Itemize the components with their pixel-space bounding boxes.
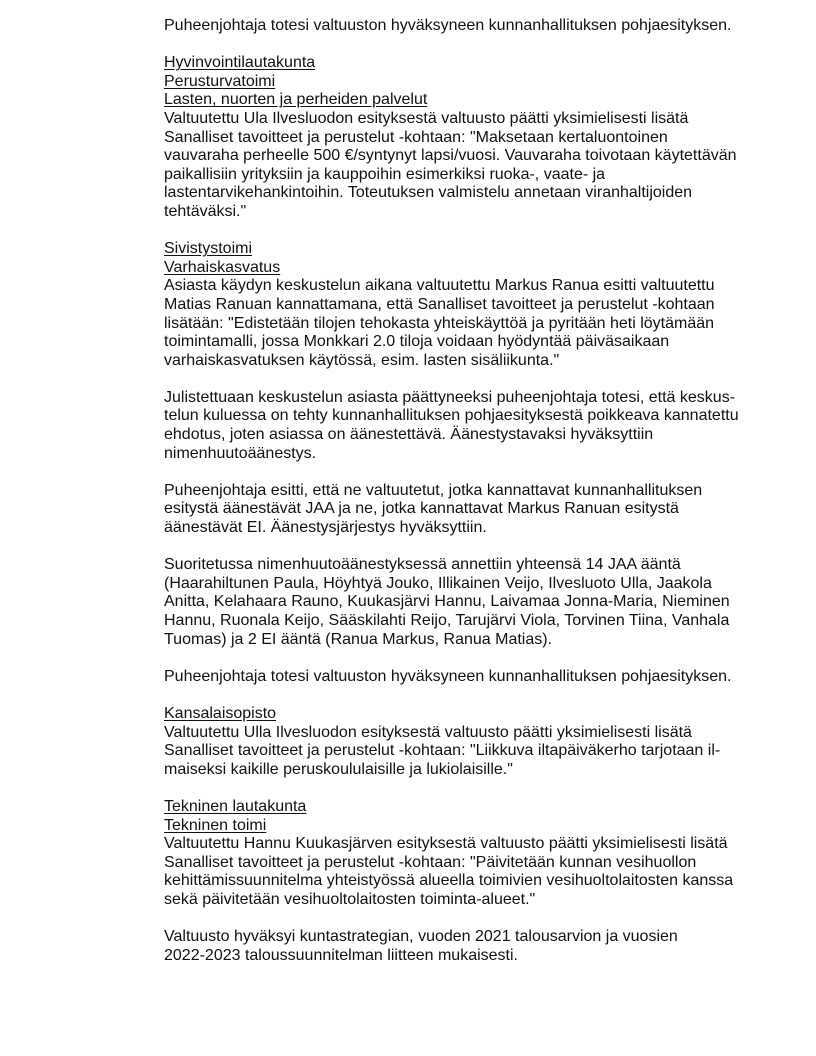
text-line: Valtuusto hyväksyi kuntastrategian, vuoden 2021 talousarvion ja vuosien xyxy=(164,928,678,946)
text-line: 2022-2023 taloussuunnitelman liitteen mukaisesti. xyxy=(164,946,518,964)
text-line: Julistettuaan keskustelun asiasta päättyneeksi puheenjohtaja totesi, että keskus- xyxy=(164,388,736,406)
text-line: kehittämissuunnitelma yhteistyössä alueella toimivien vesihuoltolaitosten kanssa xyxy=(164,872,734,890)
text-line: Sanalliset tavoitteet ja perustelut -kohtaan: "Päivitetään kunnan vesihuollon xyxy=(164,853,697,871)
section-heading: Sivistystoimi xyxy=(164,240,253,258)
paragraph xyxy=(164,705,784,779)
text-line: ehdotus, joten asiassa on äänestettävä. Äänestystavaksi hyväksyttiin xyxy=(164,426,654,444)
document-page xyxy=(164,17,784,984)
section-heading: Varhaiskasvatus xyxy=(164,258,281,276)
text-line: toimintamalli, jossa Monkkari 2.0 tiloja voidaan hyödyntää päiväsaikaan xyxy=(164,333,670,351)
section-heading: Perusturvatoimi xyxy=(164,72,276,90)
text-line: maiseksi kaikille peruskoululaisille ja lukiolaisille." xyxy=(164,760,513,778)
paragraph xyxy=(164,668,784,687)
text-line: Tuomas) ja 2 EI ääntä (Ranua Markus, Ranua Matias). xyxy=(164,630,553,648)
paragraph xyxy=(164,928,784,965)
text-line: Puheenjohtaja totesi valtuuston hyväksyneen kunnanhallituksen pohjaesityksen. xyxy=(164,17,732,34)
text-line: esitystä äänestävät JAA ja ne, jotka kannattavat Markus Ranuan esitystä xyxy=(164,500,679,518)
text-line: Puheenjohtaja esitti, että ne valtuutetut, jotka kannattavat kunnanhallituksen xyxy=(164,481,703,499)
text-line: lisätään: "Edistetään tilojen tehokasta yhteiskäyttöä ja pyritään heti löytämään xyxy=(164,314,715,332)
text-line: paikallisiin yrityksiin ja kauppoihin esimerkiksi ruoka-, vaate- ja xyxy=(164,165,606,183)
text-line: Valtuutettu Ulla Ilvesluodon esityksestä valtuusto päätti yksimielisesti lisätä xyxy=(164,723,692,741)
text-line: Asiasta käydyn keskustelun aikana valtuutettu Markus Ranua esitti valtuutettu xyxy=(164,277,715,295)
text-line: Sanalliset tavoitteet ja perustelut -kohtaan: "Liikkuva iltapäiväkerho tarjotaan il- xyxy=(164,742,721,760)
section-heading: Lasten, nuorten ja perheiden palvelut xyxy=(164,91,428,109)
text-line: sekä päivitetään vesihuoltolaitosten toiminta-alueet." xyxy=(164,890,536,908)
paragraph xyxy=(164,54,784,221)
text-line: Hannu, Ruonala Keijo, Sääskilahti Reijo, Tarujärvi Viola, Torvinen Tiina, Vanhala xyxy=(164,612,730,629)
text-line: tehtäväksi." xyxy=(164,202,247,220)
text-line: nimenhuutoäänestys. xyxy=(164,444,317,462)
text-line: Sanalliset tavoitteet ja perustelut -kohtaan: "Maksetaan kertaluontoinen xyxy=(164,128,668,146)
text-line: varhaiskasvatuksen käytössä, esim. lasten sisäliikunta." xyxy=(164,351,560,369)
text-line: äänestävät EI. Äänestysjärjestys hyväksyttiin. xyxy=(164,519,487,537)
text-line: Valtuutettu Ula Ilvesluodon esityksestä valtuusto päätti yksimielisesti lisätä xyxy=(164,109,689,127)
text-line: lastentarvikehankintoihin. Toteutuksen valmistelu annetaan viranhaltijoiden xyxy=(164,184,693,202)
text-line: telun kuluessa on tehty kunnanhallituksen pohjaesityksestä poikkeava kannatettu xyxy=(164,407,739,425)
section-heading: Tekninen lautakunta xyxy=(164,797,307,815)
paragraph xyxy=(164,482,784,538)
text-line: Valtuutettu Hannu Kuukasjärven esityksestä valtuusto päätti yksimielisesti lisätä xyxy=(164,835,728,853)
text-line: Suoritetussa nimenhuutoäänestyksessä annettiin yhteensä 14 JAA ääntä xyxy=(164,556,681,574)
text-line: vauvaraha perheelle 500 €/syntynyt lapsi/vuosi. Vauvaraha toivotaan käytettävän xyxy=(164,147,737,165)
paragraph xyxy=(164,556,784,649)
paragraph xyxy=(164,389,784,463)
section-heading: Kansalaisopisto xyxy=(164,704,277,722)
text-line: Matias Ranuan kannattamana, että Sanalliset tavoitteet ja perustelut -kohtaan xyxy=(164,295,715,313)
paragraph xyxy=(164,240,784,370)
section-heading: Hyvinvointilautakunta xyxy=(164,54,316,72)
text-line: Puheenjohtaja totesi valtuuston hyväksyneen kunnanhallituksen pohjaesityksen. xyxy=(164,667,732,685)
section-heading: Tekninen toimi xyxy=(164,816,267,834)
text-line: (Haarahiltunen Paula, Höyhtyä Jouko, Illikainen Veijo, Ilvesluoto Ulla, Jaakola xyxy=(164,574,712,592)
paragraph xyxy=(164,17,784,36)
text-line: Anitta, Kelahaara Rauno, Kuukasjärvi Hannu, Laivamaa Jonna-Maria, Nieminen xyxy=(164,593,730,611)
paragraph xyxy=(164,798,784,910)
